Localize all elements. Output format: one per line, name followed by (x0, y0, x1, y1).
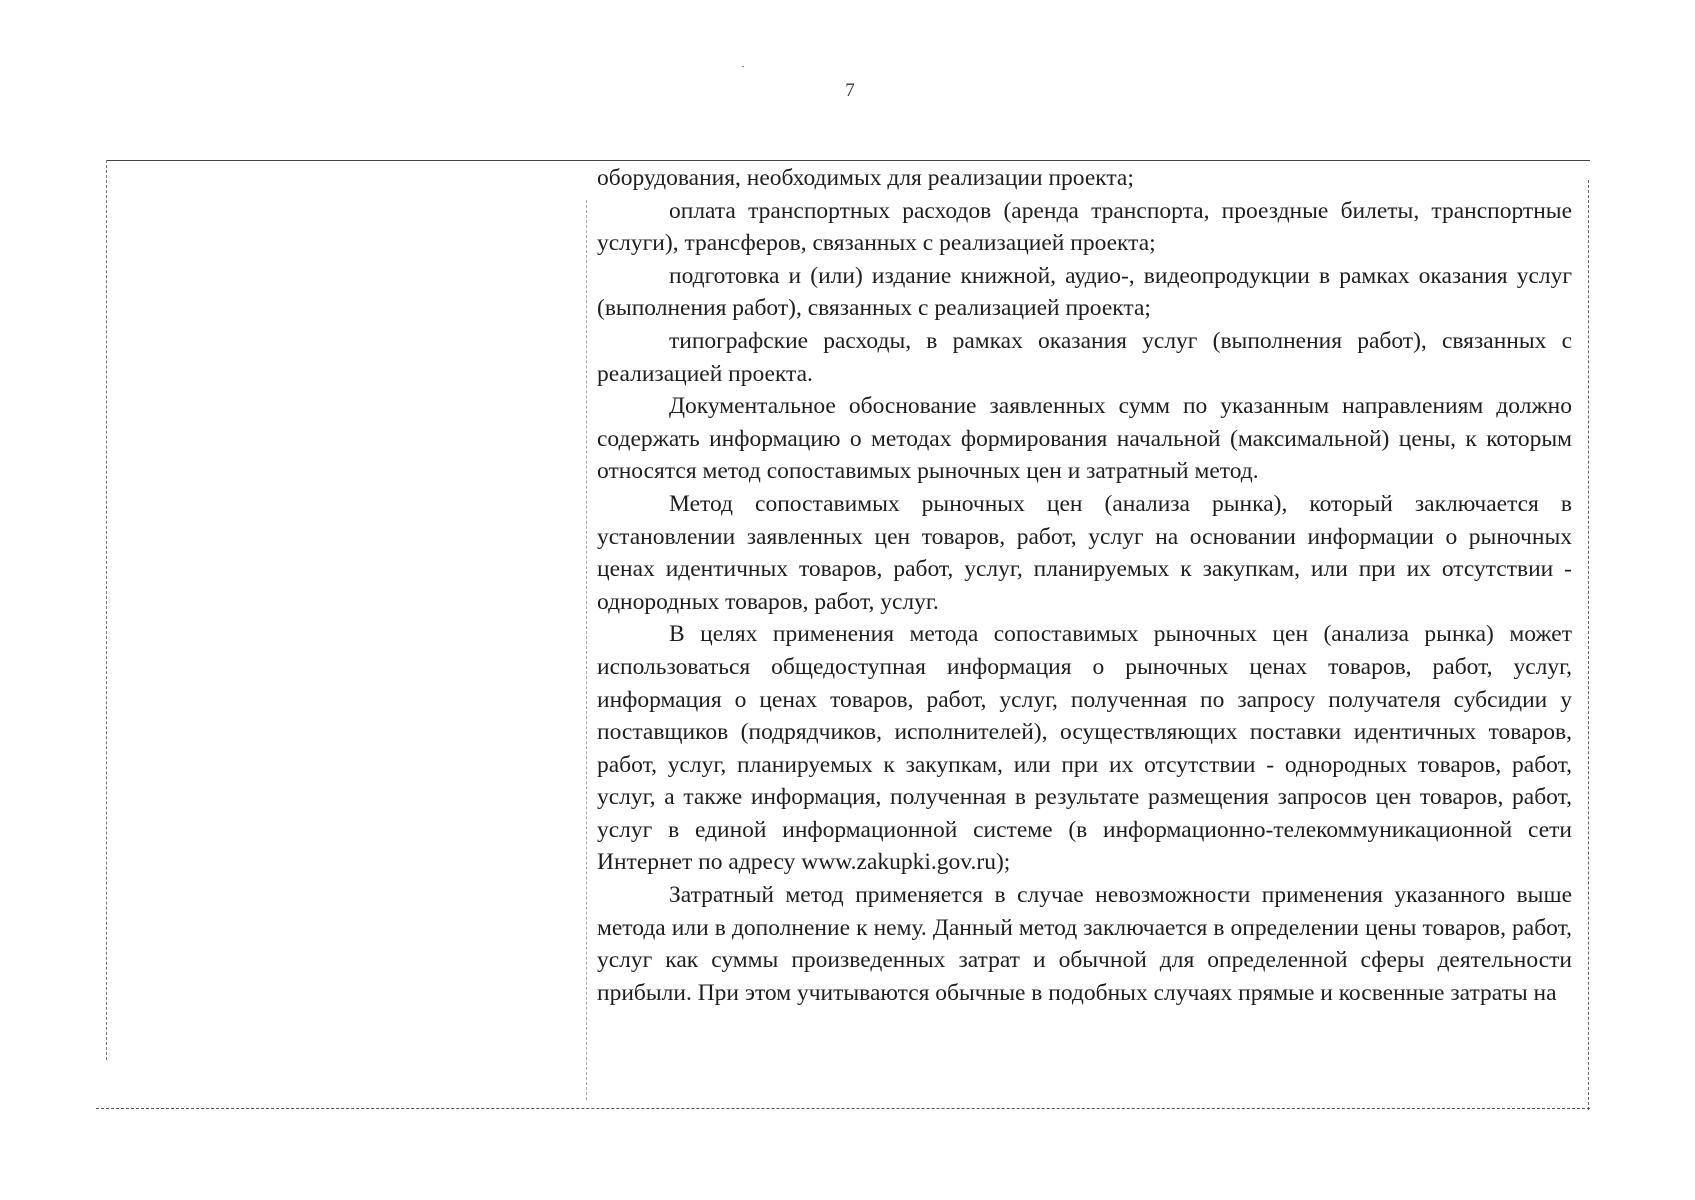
page-number: 7 (845, 80, 855, 101)
frame-bottom-border (96, 1108, 1590, 1109)
frame-right-border (1588, 180, 1589, 1110)
frame-left-border (106, 160, 107, 1060)
paragraph: Документальное обоснование заявленных сумм по указанным направлениям должно содержать информацию о методах формирования начальной (максимальной) цены, к которым относятся метод сопоставимых рыночных цен и затратный метод. (597, 393, 1572, 485)
paragraph: Затратный метод применяется в случае невозможности применения указанного выше метода или в дополнение к нему. Данный метод заключается в определении цены товаров, работ, услуг как суммы произведенных затрат и обычной для определенной сферы деятельности прибыли. При этом учитываются обычные в подобных случаях прямые и косвенные затраты на (597, 882, 1572, 1006)
document-body (597, 162, 1572, 1009)
scan-speck (742, 66, 744, 67)
paragraph: подготовка и (или) издание книжной, аудио-, видеопродукции в рамках оказания услуг (выполнения работ), связанных с реализацией проекта; (597, 262, 1572, 322)
frame-top-border (106, 160, 1590, 161)
paragraph: В целях применения метода сопоставимых рыночных цен (анализа рынка) может использоваться общедоступная информация о рыночных ценах товаров, работ, услуг, информация о ценах товаров, работ, услуг, полученная по запросу получателя субсидии у поставщиков (подрядчиков, исполнителей), осуществляющих поставки идентичных товаров, работ, услуг, планируемых к закупкам, или при их отсутствии - однородных товаров, работ, услуг, а также информация, полученная в результате размещения запросов цен товаров, работ, услуг в единой информационной системе (в информационно-телекоммуникационной сети Интернет по адресу www.zakupki.gov.ru); (597, 621, 1572, 876)
frame-column-divider (586, 200, 587, 1100)
paragraph: оплата транспортных расходов (аренда транспорта, проездные билеты, транспортные услуги), трансферов, связанных с реализацией проекта; (597, 197, 1572, 257)
paragraph: Метод сопоставимых рыночных цен (анализа рынка), который заключается в установлении заявленных цен товаров, работ, услуг на основании информации о рыночных ценах идентичных товаров, работ, услуг, планируемых к закупкам, или при их отсутствии - однородных товаров, работ, услуг. (597, 490, 1572, 615)
paragraph: типографские расходы, в рамках оказания услуг (выполнения работ), связанных с реализацией проекта. (597, 327, 1572, 387)
paragraph: оборудования, необходимых для реализации проекта; (597, 165, 1134, 191)
